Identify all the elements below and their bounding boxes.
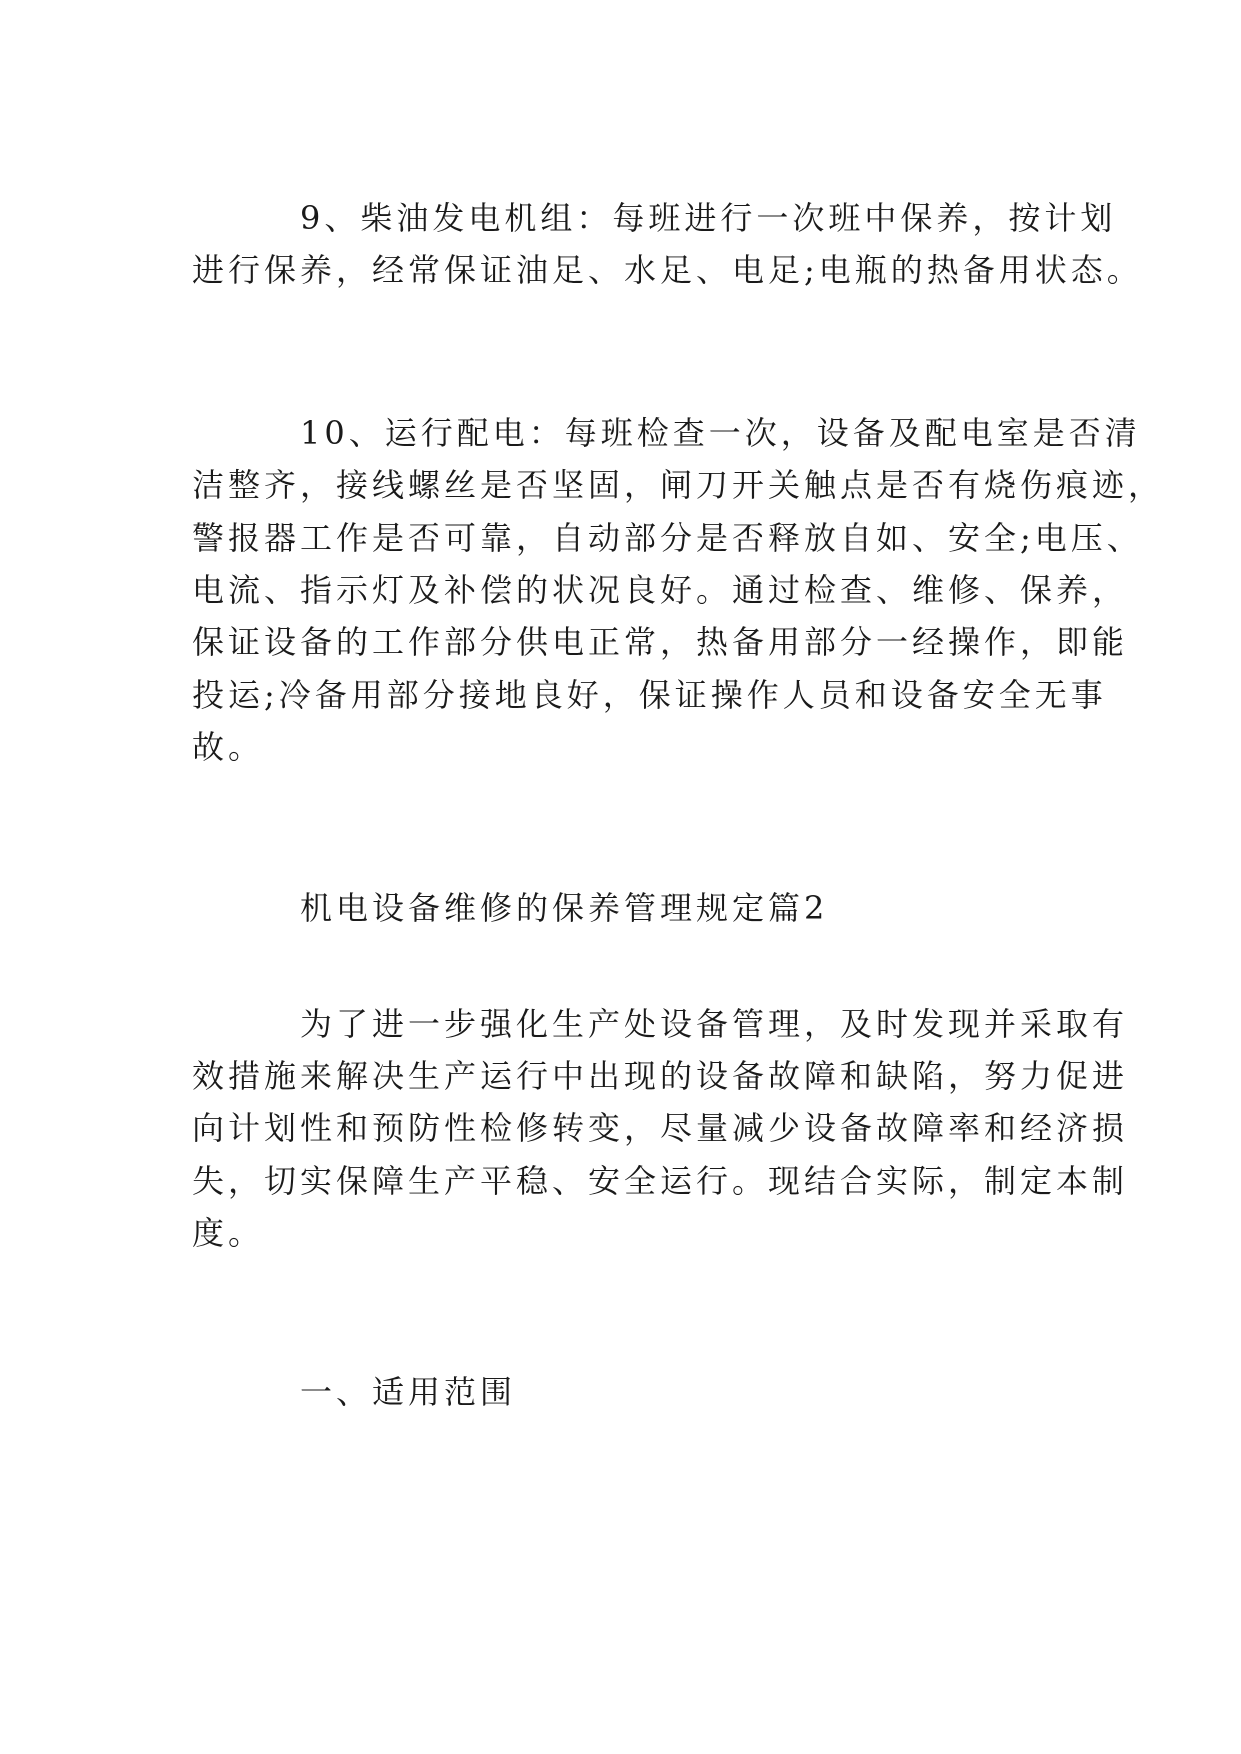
intro-line-1: 为了进一步强化生产处设备管理，及时发现并采取有: [300, 1005, 1129, 1043]
section-1-title: 一、适用范围: [300, 1373, 517, 1411]
intro-line-5: 度。: [192, 1214, 265, 1252]
section-10-line-7: 故。: [192, 728, 265, 766]
intro-line-4: 失，切实保障生产平稳、安全运行。现结合实际，制定本制: [192, 1162, 1129, 1200]
section-heading: 机电设备维修的保养管理规定篇2: [300, 889, 829, 927]
section-9-line-2: 进行保养，经常保证油足、水足、电足;电瓶的热备用状态。: [192, 251, 1143, 289]
intro-line-2: 效措施来解决生产运行中出现的设备故障和缺陷，努力促进: [192, 1057, 1129, 1095]
section-10-line-2: 洁整齐，接线螺丝是否坚固，闸刀开关触点是否有烧伤痕迹，: [192, 466, 1165, 504]
section-9-line-1: 9、柴油发电机组：每班进行一次班中保养，按计划: [300, 199, 1117, 237]
intro-line-3: 向计划性和预防性检修转变，尽量减少设备故障率和经济损: [192, 1109, 1129, 1147]
section-10-line-5: 保证设备的工作部分供电正常，热备用部分一经操作，即能: [192, 623, 1129, 661]
section-10-line-4: 电流、指示灯及补偿的状况良好。通过检查、维修、保养，: [192, 571, 1129, 609]
section-10-line-1: 10、运行配电：每班检查一次，设备及配电室是否清: [300, 414, 1141, 452]
section-10-line-6: 投运;冷备用部分接地良好，保证操作人员和设备安全无事: [192, 676, 1107, 714]
section-10-line-3: 警报器工作是否可靠，自动部分是否释放自如、安全;电压、: [192, 519, 1143, 557]
